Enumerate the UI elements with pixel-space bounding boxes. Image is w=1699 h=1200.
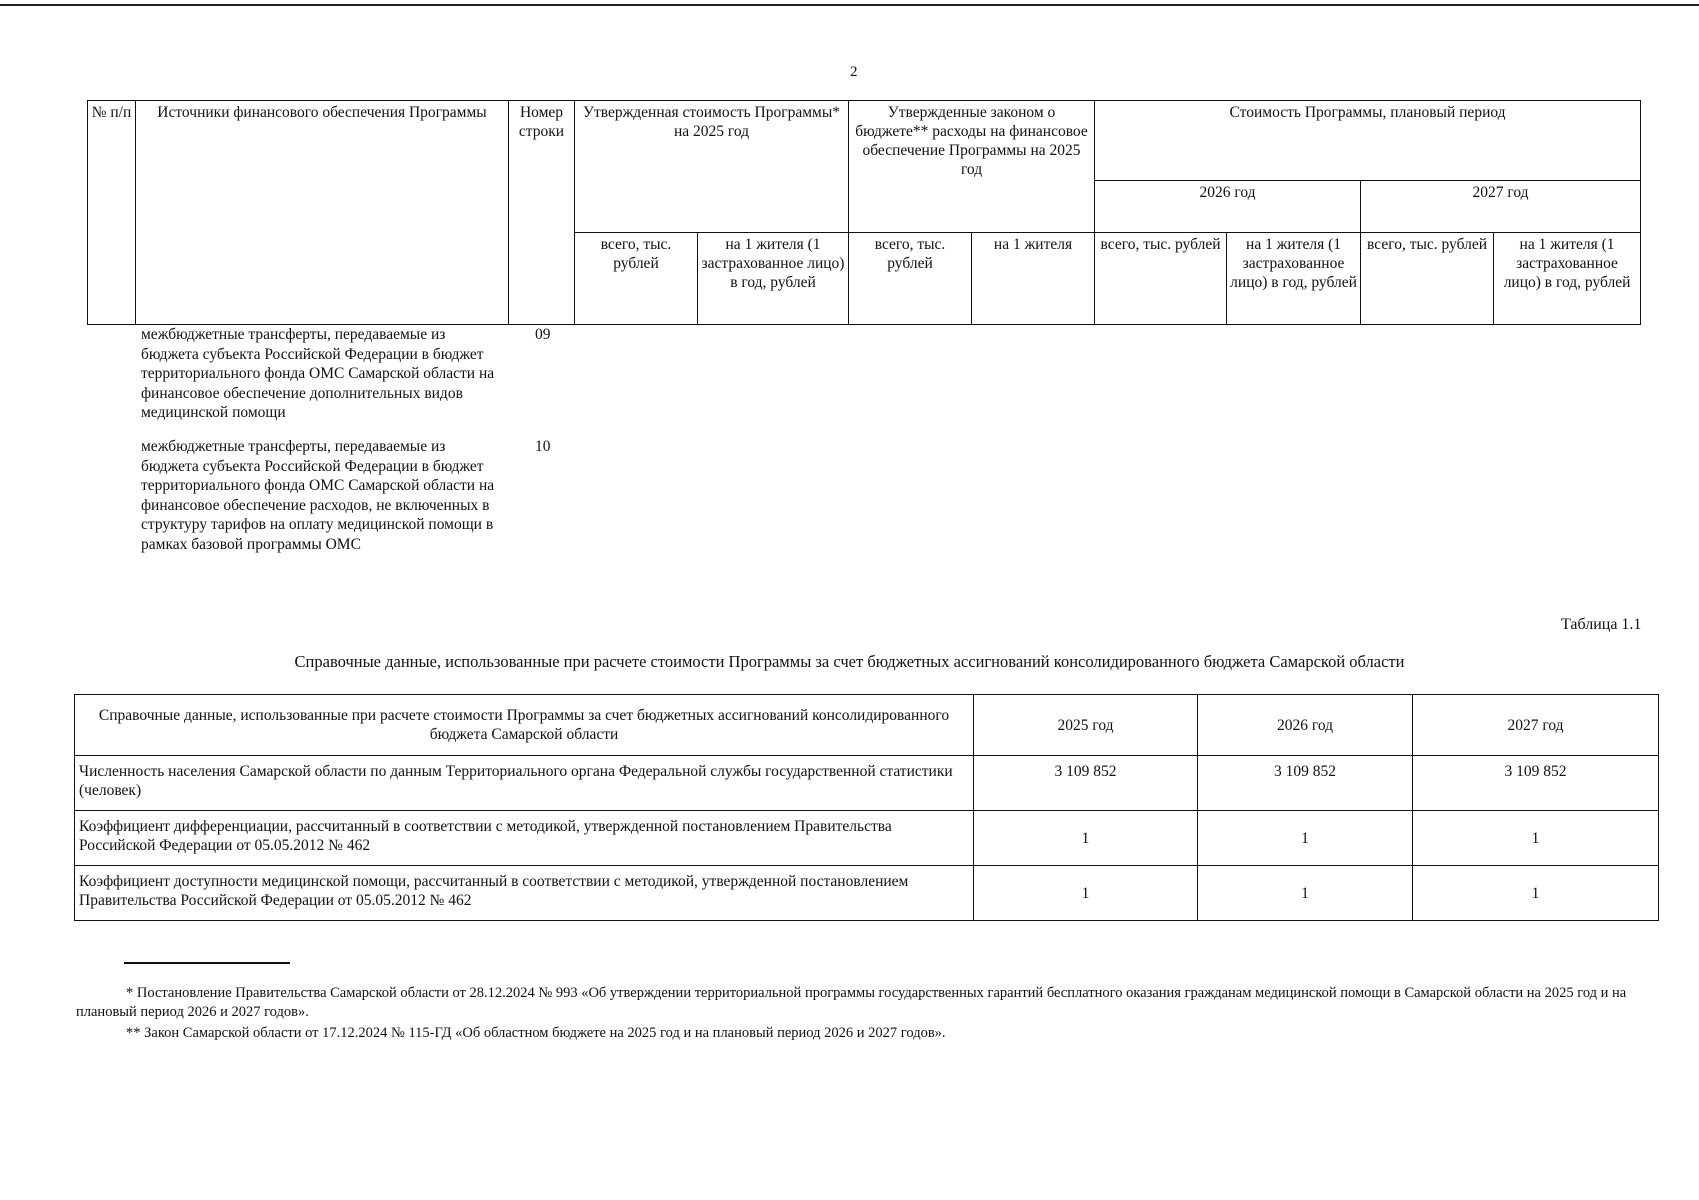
header-total-2027: всего, тыс. рублей bbox=[1361, 233, 1494, 325]
ref-value-2025: 3 109 852 bbox=[974, 756, 1198, 811]
program-cost-header-table bbox=[87, 100, 1641, 325]
header-approved-cost: Утвержденная стоимость Программы* на 2025 год bbox=[575, 101, 849, 233]
ref-value-2026: 1 bbox=[1198, 866, 1413, 921]
header-per-insured-2025: на 1 жителя (1 застрахованное лицо) в год, рублей bbox=[698, 233, 849, 325]
table-row bbox=[75, 811, 1659, 866]
ref-value-2027: 1 bbox=[1413, 866, 1659, 921]
row-number: 10 bbox=[535, 438, 551, 455]
ref-header-2025: 2025 год bbox=[974, 695, 1198, 756]
header-total-law: всего, тыс. рублей bbox=[849, 233, 972, 325]
top-border-line bbox=[0, 4, 1699, 6]
ref-header-description: Справочные данные, использованные при расчете стоимости Программы за счет бюджетных ассигнований консолидированного бюджета Самарской области bbox=[75, 695, 974, 756]
ref-value-2025: 1 bbox=[974, 866, 1198, 921]
ref-value-2025: 1 bbox=[974, 811, 1198, 866]
ref-row-label: Коэффициент дифференциации, рассчитанный в соответствии с методикой, утвержденной постановлением Правительства Российской Федерации от 05.05.2012 № 462 bbox=[75, 811, 974, 866]
reference-data-table bbox=[74, 694, 1659, 921]
header-year-2027: 2027 год bbox=[1361, 181, 1641, 233]
ref-value-2026: 3 109 852 bbox=[1198, 756, 1413, 811]
table-label: Таблица 1.1 bbox=[1561, 616, 1642, 633]
reference-title: Справочные данные, использованные при расчете стоимости Программы за счет бюджетных ассигнований консолидированного бюджета Самарской области bbox=[294, 652, 1405, 671]
page-number: 2 bbox=[850, 64, 858, 80]
row-number: 09 bbox=[535, 326, 551, 343]
header-approved-by-law: Утвержденные законом о бюджете** расходы на финансовое обеспечение Программы на 2025 год bbox=[849, 101, 1095, 233]
ref-value-2027: 1 bbox=[1413, 811, 1659, 866]
header-planned-cost: Стоимость Программы, плановый период bbox=[1095, 101, 1641, 181]
row-source-text: межбюджетные трансферты, передаваемые из бюджета субъекта Российской Федерации в бюджет территориального фонда ОМС Самарской области на финансовое обеспечение дополнительных видов медицинской помощи bbox=[141, 326, 495, 421]
footnote-law: ** Закон Самарской области от 17.12.2024 № 115-ГД «Об областном бюджете на 2025 год и на плановый период 2026 и 2027 годов». bbox=[126, 1025, 946, 1041]
header-total-2026: всего, тыс. рублей bbox=[1095, 233, 1227, 325]
table-row bbox=[75, 866, 1659, 921]
ref-value-2027: 3 109 852 bbox=[1413, 756, 1659, 811]
header-total-2025: всего, тыс. рублей bbox=[575, 233, 698, 325]
table-row bbox=[75, 756, 1659, 811]
header-per-insured-2026: на 1 жителя (1 застрахованное лицо) в год, рублей bbox=[1227, 233, 1361, 325]
header-source: Источники финансового обеспечения Программы bbox=[136, 101, 509, 325]
ref-header-2027: 2027 год bbox=[1413, 695, 1659, 756]
header-per-resident-law: на 1 жителя bbox=[972, 233, 1095, 325]
header-per-insured-2027: на 1 жителя (1 застрахованное лицо) в год, рублей bbox=[1494, 233, 1641, 325]
ref-header-2026: 2026 год bbox=[1198, 695, 1413, 756]
ref-row-label: Коэффициент доступности медицинской помощи, рассчитанный в соответствии с методикой, утвержденной постановлением Правительства Российской Федерации от 05.05.2012 № 462 bbox=[75, 866, 974, 921]
ref-value-2026: 1 bbox=[1198, 811, 1413, 866]
header-year-2026: 2026 год bbox=[1095, 181, 1361, 233]
header-num: № п/п bbox=[88, 101, 136, 325]
header-row-number: Номер строки bbox=[509, 101, 575, 325]
row-source-text: межбюджетные трансферты, передаваемые из бюджета субъекта Российской Федерации в бюджет территориального фонда ОМС Самарской области на финансовое обеспечение расходов, не включенных в структуру тарифов на оплату медицинской помощи в рамках базовой программы ОМС bbox=[141, 438, 495, 553]
ref-row-label: Численность населения Самарской области по данным Территориального органа Федеральной службы государственной статистики (человек) bbox=[75, 756, 974, 811]
footnote-resolution: * Постановление Правительства Самарской области от 28.12.2024 № 993 «Об утверждении территориальной программы государственных гарантий бесплатного оказания гражданам медицинской помощи в Самарской области на 2025 год и на плановый период 2026 и 2027 годов». bbox=[76, 985, 1627, 1020]
footnote-separator bbox=[124, 962, 290, 964]
